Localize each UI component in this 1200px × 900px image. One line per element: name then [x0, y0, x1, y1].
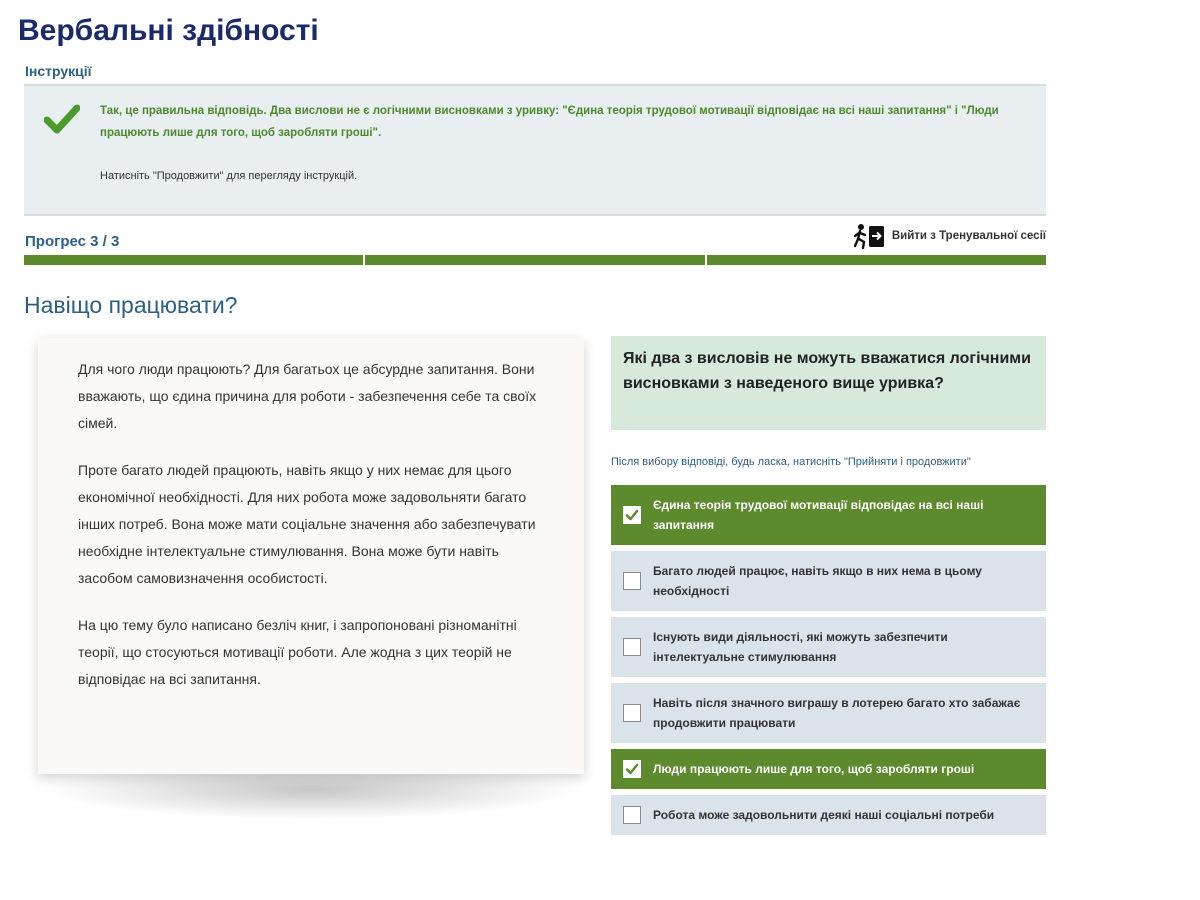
exit-session-label: Вийти з Тренувальної сесії	[891, 230, 1046, 242]
exit-door-icon	[854, 223, 886, 249]
answer-option[interactable]	[611, 683, 1046, 743]
answer-option[interactable]	[611, 749, 1046, 789]
question-text: Які два з висловів не можуть вважатися логічними висновками з наведеного вище уривка?	[611, 336, 1046, 430]
checkbox[interactable]	[623, 506, 641, 524]
answer-option-label: Люди працюють лише для того, щоб заробляти гроші	[653, 762, 975, 776]
progress-segment	[24, 255, 363, 265]
page-title: Вербальні здібності	[18, 14, 319, 47]
checkmark-icon	[44, 104, 80, 134]
checkbox[interactable]	[623, 806, 641, 824]
feedback-message: Так, це правильна відповідь. Два вислови не є логічними висновками з уривку: "Єдина теорія трудової мотивації відповідає на всі наші запитання" і "Люди працюють лише для того, щоб заробляти гроші".	[100, 105, 999, 139]
answer-option[interactable]	[611, 795, 1046, 835]
progress-segment	[707, 255, 1046, 265]
checkbox[interactable]	[623, 760, 641, 778]
progress-bar	[24, 255, 1046, 265]
answer-option-label: Єдина теорія трудової мотивації відповідає на всі наші запитання	[653, 498, 984, 532]
answer-option[interactable]	[611, 551, 1046, 611]
answer-option-label: Робота може задовольнити деякі наші соціальні потреби	[653, 808, 995, 822]
feedback-panel	[24, 84, 1046, 216]
passage-card	[38, 338, 584, 774]
checkbox[interactable]	[623, 572, 641, 590]
passage-paragraph: Для чого люди працюють? Для багатьох це абсурдне запитання. Вони вважають, що єдина причина для роботи - забезпечення себе та своїх сімей.	[78, 361, 537, 431]
instructions-label: Інструкції	[25, 63, 92, 79]
passage-title: Навіщо працювати?	[24, 292, 238, 318]
passage-paragraph: Проте багато людей працюють, навіть якщо у них немає для цього економічної необхідності. Для них робота може задовольняти багато інших потреб. Вона може мати соціальне значення або забезпечувати необхідне інтелектуальне стимулювання. Вона може бути навіть засобом самовизначення особистості.	[78, 462, 536, 586]
checkbox[interactable]	[623, 638, 641, 656]
progress-segment	[365, 255, 704, 265]
checkbox[interactable]	[623, 704, 641, 722]
checkmark-icon	[624, 507, 640, 523]
passage-paragraph: На цю тему було написано безліч книг, і запропоновані різноманітні теорії, що стосуються мотивації роботи. Але жодна з цих теорій не відповідає на всі запитання.	[78, 617, 517, 687]
progress-label: Прогрес 3 / 3	[25, 233, 120, 250]
answer-option-label: Багато людей працює, навіть якщо в них нема в цьому необхідності	[653, 564, 982, 598]
answer-hint: Після вибору відповіді, будь ласка, натисніть "Прийняти і продовжити"	[611, 456, 971, 468]
continue-hint: Натисніть "Продовжити" для перегляду інструкцій.	[100, 170, 358, 182]
answer-options	[611, 485, 1046, 841]
answer-option[interactable]	[611, 617, 1046, 677]
answer-option-label: Існують види діяльності, які можуть забезпечити інтелектуальне стимулювання	[653, 630, 948, 664]
checkmark-icon	[624, 761, 640, 777]
answer-option[interactable]	[611, 485, 1046, 545]
exit-session-link[interactable]	[854, 223, 1046, 249]
answer-option-label: Навіть після значного виграшу в лотерею багато хто забажає продовжити працювати	[653, 696, 1021, 730]
